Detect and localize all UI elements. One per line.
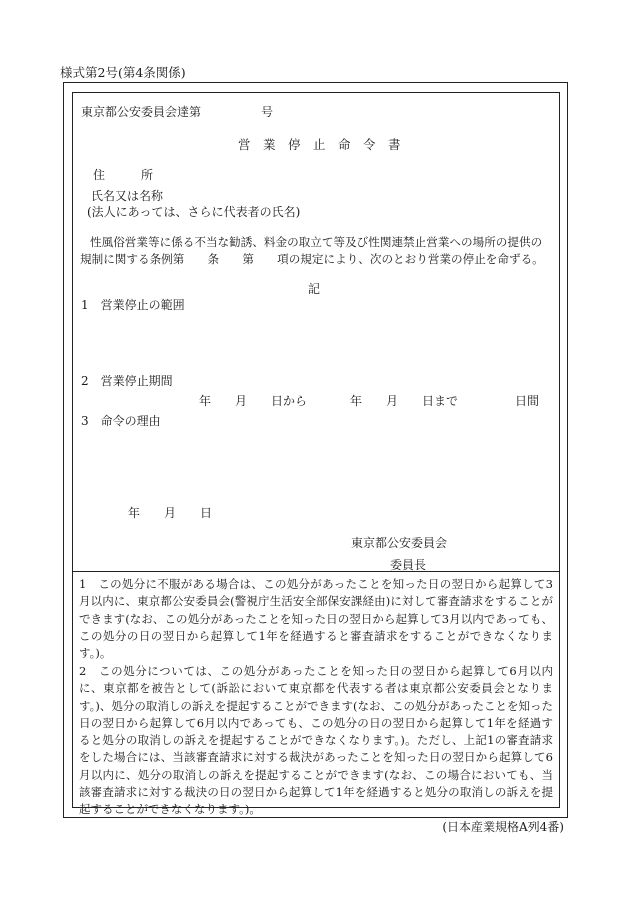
- period-start: 年 月 日から: [199, 394, 308, 408]
- section-period: 2 営業停止期間: [81, 374, 173, 388]
- notice-number: 東京都公安委員会達第 号: [81, 105, 274, 119]
- address-label: 住 所: [93, 168, 154, 182]
- name-label: 氏名又は名称: [91, 189, 164, 203]
- appeal-note-2: 2 この処分については、この処分があったことを知った日の翌日から起算して6月以内に、東京都を被告として(訴訟において東京都を代表する者は東京都公安委員会となります。)、処分の取消しの訴えを提起することができます(なお、この処分があったことを知った日の翌日から起算して6月以内であっても、この処分の日の翌日から起算して1年を経過すると処分の取消しの訴えを提起することができなくなります。)。ただし、上記1の審査請求をした場合には、当該審査請求に対する裁決があったことを知った日の翌日から起算して6月以内に、処分の取消しの訴えを提起することができます(なお、この場合においても、当該審査請求に対する裁決の日の翌日から起算して1年を経過すると処分の取消しの訴えを提起することができなくなります。)。: [79, 664, 553, 817]
- name-note: (法人にあっては、さらに代表者の氏名): [87, 205, 301, 219]
- period-end: 年 月 日まで: [350, 394, 459, 408]
- appeal-note-1: 1 この処分に不服がある場合は、この処分があったことを知った日の翌日から起算して3月以内に、東京都公安委員会(警視庁生活安全部保安課経由)に対して審査請求をすることができます(なお、この処分があったことを知った日の翌日から起算して3月以内であっても、この処分の日の翌日から起算して1年を経過すると審査請求をすることができなくなります。)。: [79, 577, 553, 661]
- order-text-line1: 性風俗営業等に係る不当な勧誘、料金の取立て等及び性関連禁止営業への場所の提供の: [90, 235, 543, 249]
- order-text-line2: 規制に関する条例第 条 第 項の規定により、次のとおり営業の停止を命ずる。: [80, 252, 544, 266]
- period-days: 日間: [515, 394, 540, 408]
- issuer: 東京都公安委員会: [351, 536, 448, 550]
- paper-size-footer: (日本産業規格A列4番): [442, 820, 564, 834]
- document-title: 営 業 停 止 命 令 書: [238, 137, 401, 152]
- ki-heading: 記: [308, 282, 321, 296]
- date-line: 年 月 日: [128, 506, 213, 520]
- form-label: 様式第2号(第4条関係): [60, 65, 186, 80]
- order-frame: [72, 92, 560, 572]
- section-reason: 3 命令の理由: [81, 414, 161, 428]
- section-scope: 1 営業停止の範囲: [81, 298, 185, 312]
- issuer-title: 委員長: [390, 558, 427, 572]
